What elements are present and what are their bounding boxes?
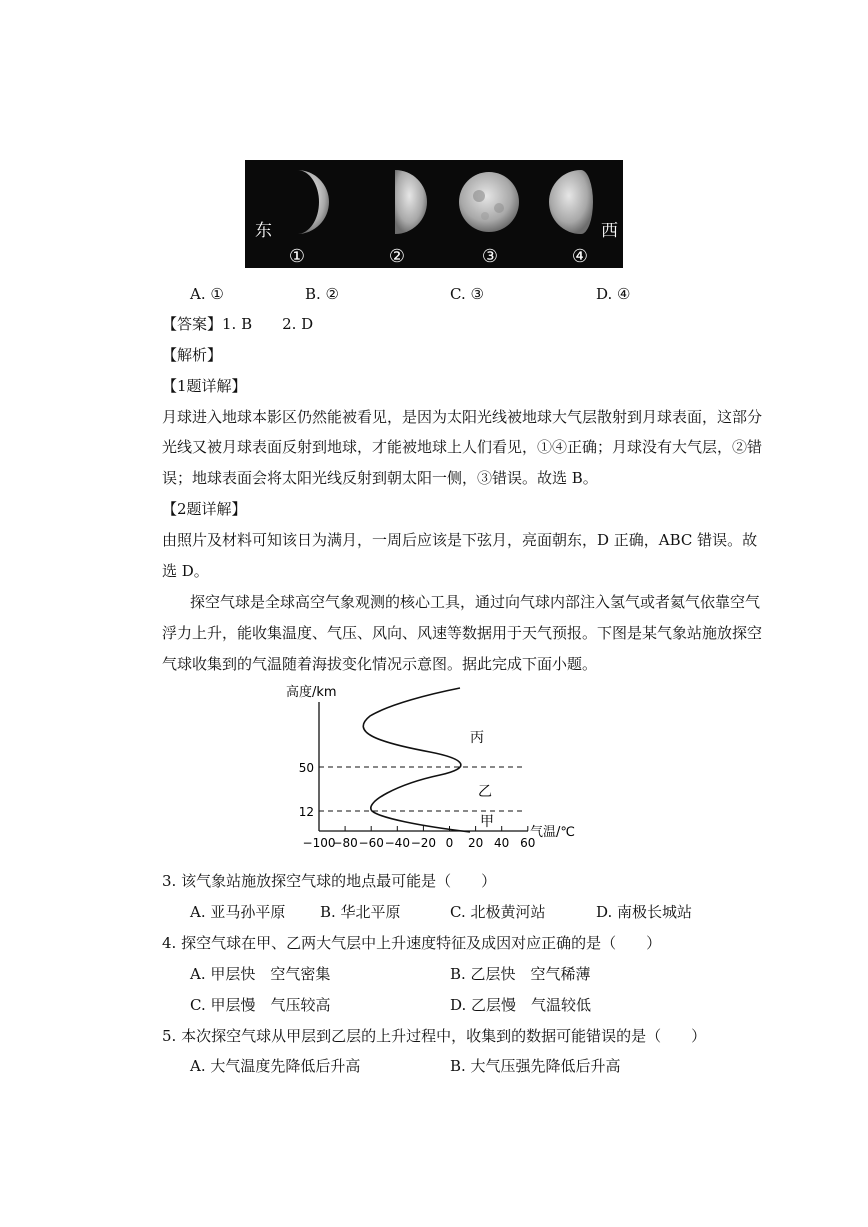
temperature-altitude-chart [280,680,575,860]
moon-label-1: ① [288,246,306,267]
east-label: 东 [255,221,272,241]
q3-option-b: B. 华北平原 [320,903,401,921]
passage-line-2: 浮力上升，能收集温度、气压、风向、风速等数据用于天气预报。下图是某气象站施放探空 [162,624,763,642]
q5-option-b: B. 大气压强先降低后升高 [450,1057,621,1075]
chart-svg [280,680,575,860]
x-tick-label: −20 [410,836,437,850]
question-4-stem: 4. 探空气球在甲、乙两大气层中上升速度特征及成因对应正确的是（ ） [162,934,662,952]
answer-line: 【答案】1. B 2. D [162,315,314,333]
moon-4-gibbous [549,170,593,234]
x-tick-label: −80 [332,836,358,850]
x-tick-label: 40 [494,836,510,850]
q3-option-d: D. 南极长城站 [596,903,693,921]
x-tick-label: 20 [467,836,484,850]
x-tick-label: −40 [384,836,410,850]
moon-2-half [395,170,427,234]
moon-phase-figure [245,160,623,268]
q3-option-c: C. 北极黄河站 [450,903,546,921]
analysis-title: 【解析】 [162,346,223,364]
q2-option-d: D. ④ [596,285,631,303]
moon-label-3: ③ [481,246,499,267]
q2-option-a: A. ① [190,285,224,303]
q1-detail-title: 【1题详解】 [162,377,247,395]
q1-detail-line-3: 误；地球表面会将太阳光线反射到朝太阳一侧，③错误。故选 B。 [162,469,598,487]
q4-option-d: D. 乙层慢 气温较低 [450,996,592,1014]
x-tick-label: 0 [445,836,454,850]
moon-label-2: ② [388,246,406,267]
passage-line-3: 气球收集到的气温随着海拔变化情况示意图。据此完成下面小题。 [162,655,598,673]
q2-detail-line-1: 由照片及材料可知该日为满月，一周后应该是下弦月，亮面朝东，D 正确，ABC 错误。故 [162,531,758,549]
q4-option-b: B. 乙层快 空气稀薄 [450,965,591,983]
q2-option-c: C. ③ [450,285,484,303]
temperature-curve [363,688,470,832]
layer-label-jia: 甲 [480,814,494,830]
west-label: 西 [601,221,618,241]
moon-label-4: ④ [571,246,589,267]
q5-option-a: A. 大气温度先降低后升高 [190,1057,361,1075]
x-tick-label: −100 [302,836,336,850]
question-5-stem: 5. 本次探空气球从甲层到乙层的上升过程中，收集到的数据可能错误的是（ ） [162,1027,707,1045]
y-axis-label: 高度/km [286,685,337,700]
layer-label-bing: 丙 [470,730,484,746]
q2-option-b: B. ② [305,285,340,303]
question-3-stem: 3. 该气象站施放探空气球的地点最可能是（ ） [162,872,497,890]
layer-label-yi: 乙 [478,784,492,800]
q4-option-a: A. 甲层快 空气密集 [190,965,331,983]
q4-option-c: C. 甲层慢 气压较高 [190,996,331,1014]
y-tick-50: 50 [298,761,314,775]
moon-1-crescent [297,170,329,234]
q3-option-a: A. 亚马孙平原 [190,903,286,921]
q1-detail-line-1: 月球进入地球本影区仍然能被看见，是因为太阳光线被地球大气层散射到月球表面，这部分 [162,408,763,426]
x-tick-label: 60 [520,836,536,850]
q2-detail-line-2: 选 D。 [162,562,209,580]
passage-line-1: 探空气球是全球高空气象观测的核心工具，通过向气球内部注入氢气或者氦气依靠空气 [190,593,761,611]
x-tick-group [303,826,536,850]
q1-detail-line-2: 光线又被月球表面反射到地球，才能被地球上人们看见，①④正确；月球没有大气层，②错 [162,438,763,456]
q2-detail-title: 【2题详解】 [162,500,247,518]
y-tick-12: 12 [298,805,314,819]
moon-3-full [459,172,519,232]
x-tick-label: −60 [358,836,384,850]
x-axis-label: 气温/℃ [530,825,575,840]
